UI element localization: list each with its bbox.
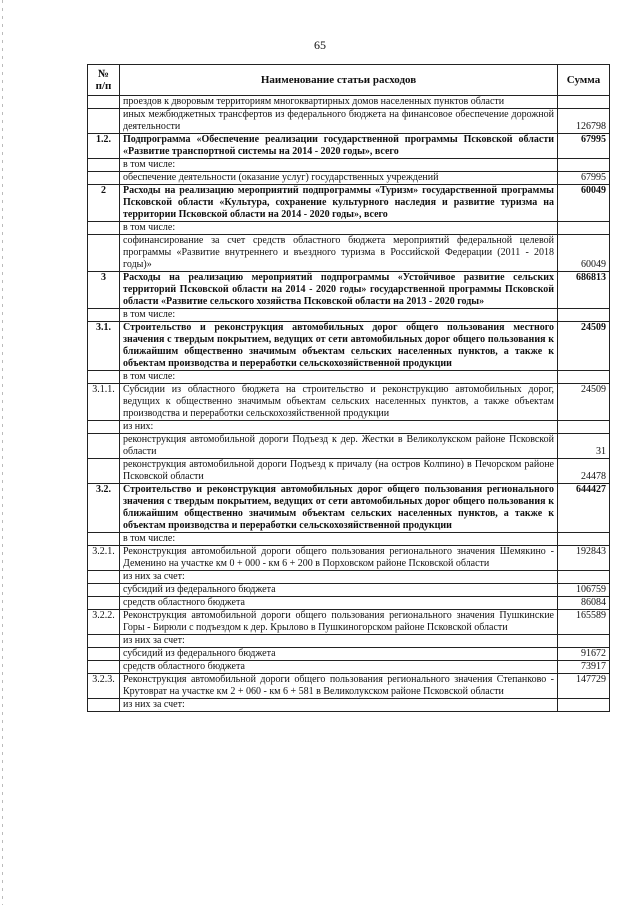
row-expense-name: Реконструкция автомобильной дороги общего пользования регионального значения Пушкинские Горы - Бирюли с подъездом к дер. Крылово в Пушкиногорском районе Псковской области [120,610,558,635]
row-number [88,434,120,459]
table-row [88,235,610,272]
row-expense-name: средств областного бюджета [120,597,558,610]
row-expense-name: софинансирование за счет средств областного бюджета мероприятий федеральной целевой программы «Развитие внутреннего и въездного туризма в Российской Федерации (2011 - 2018 годы)» [120,235,558,272]
row-amount: 147729 [558,674,610,699]
header-name: Наименование статьи расходов [120,65,558,96]
row-amount: 60049 [558,235,610,272]
row-number [88,96,120,109]
row-amount: 86084 [558,597,610,610]
row-amount [558,635,610,648]
row-expense-name: из них за счет: [120,635,558,648]
row-number: 2 [88,185,120,222]
table-row [88,484,610,533]
table-row [88,172,610,185]
header-sum: Сумма [558,65,610,96]
row-amount [558,699,610,712]
table-row [88,159,610,172]
row-number: 3.1. [88,322,120,371]
scan-edge [2,0,3,905]
row-amount [558,309,610,322]
table-row [88,384,610,421]
row-expense-name: субсидий из федерального бюджета [120,584,558,597]
table-row [88,272,610,309]
table-row [88,699,610,712]
row-number: 3.2. [88,484,120,533]
row-expense-name: обеспечение деятельности (оказание услуг) государственных учреждений [120,172,558,185]
table-row [88,533,610,546]
table-header-row [88,65,610,96]
row-number [88,648,120,661]
table-body [88,96,610,712]
table-row [88,96,610,109]
table-row [88,597,610,610]
row-expense-name: Реконструкция автомобильной дороги общего пользования регионального значения Степанково - Крутоврат на участке км 2 + 060 - км 6 + 581 в Великолукском районе Псковской области [120,674,558,699]
row-expense-name: Расходы на реализацию мероприятий подпрограммы «Туризм» государственной программы Псковской области «Культура, сохранение культурного наследия и развитие туризма на территории Псковской области на 2014 - 2020 годы», всего [120,185,558,222]
row-amount: 192843 [558,546,610,571]
table-row [88,309,610,322]
row-expense-name: иных межбюджетных трансфертов из федерального бюджета на финансовое обеспечение дорожной деятельности [120,109,558,134]
row-number [88,309,120,322]
row-number: 3.2.3. [88,674,120,699]
row-number [88,159,120,172]
row-number: 1.2. [88,134,120,159]
row-expense-name: из них: [120,421,558,434]
table-row [88,222,610,235]
row-expense-name: из них за счет: [120,571,558,584]
row-expense-name: субсидий из федерального бюджета [120,648,558,661]
table-row [88,635,610,648]
header-num [88,65,120,96]
row-expense-name: в том числе: [120,309,558,322]
row-number [88,597,120,610]
row-amount [558,159,610,172]
row-number [88,421,120,434]
row-expense-name: реконструкция автомобильной дороги Подъезд к дер. Жестки в Великолукском районе Псковской области [120,434,558,459]
row-number [88,109,120,134]
expenses-table [87,64,610,712]
row-amount: 106759 [558,584,610,597]
row-number [88,571,120,584]
row-expense-name: Подпрограмма «Обеспечение реализации государственной программы Псковской области «Развитие транспортной системы на 2014 - 2020 годы», всего [120,134,558,159]
table-row [88,610,610,635]
row-amount: 73917 [558,661,610,674]
row-amount: 644427 [558,484,610,533]
row-expense-name: Строительство и реконструкция автомобильных дорог общего пользования местного значения с твердым покрытием, ведущих от сети автомобильных дорог общего пользования к ближайшим общественно значимым объектам сельских населенных пунктов, а также к объектам производства и переработки сельскохозяйственной продукции [120,322,558,371]
table-row [88,661,610,674]
table-row [88,134,610,159]
row-amount: 67995 [558,172,610,185]
table-row [88,546,610,571]
header-num-label: № п/п [95,68,112,92]
row-amount: 31 [558,434,610,459]
row-expense-name: из них за счет: [120,699,558,712]
page-number: 65 [314,38,326,52]
row-amount [558,371,610,384]
table-row [88,371,610,384]
row-expense-name: Реконструкция автомобильной дороги общего пользования регионального значения Шемякино - Деменино на участке км 0 + 000 - км 6 + 200 в Порховском районе Псковской области [120,546,558,571]
table-row [88,459,610,484]
row-number [88,699,120,712]
row-expense-name: средств областного бюджета [120,661,558,674]
row-expense-name: Субсидии из областного бюджета на строительство и реконструкцию автомобильных дорог, ведущих к общественно значимым объектам сельских населенных пунктов, а также объектам производства и переработки сельскохозяйственной продукции [120,384,558,421]
row-number [88,533,120,546]
row-amount: 67995 [558,134,610,159]
row-expense-name: Расходы на реализацию мероприятий подпрограммы «Устойчивое развитие сельских территорий Псковской области на 2014 - 2020 годы» государственной программы Псковской области «Развитие сельского хозяйства Псковской области на 2013 - 2020 годы» [120,272,558,309]
row-amount: 126798 [558,109,610,134]
row-amount [558,533,610,546]
row-number: 3.2.1. [88,546,120,571]
table-row [88,421,610,434]
row-expense-name: Строительство и реконструкция автомобильных дорог общего пользования регионального значения с твердым покрытием, ведущих от сети автомобильных дорог общего пользования к ближайшим общественно значимым объектам сельских населенных пунктов, а также к объектам производства и переработки сельскохозяйственной продукции [120,484,558,533]
row-number [88,635,120,648]
row-amount: 686813 [558,272,610,309]
row-expense-name: в том числе: [120,222,558,235]
table-row [88,674,610,699]
row-expense-name: в том числе: [120,533,558,546]
row-number: 3.2.2. [88,610,120,635]
row-amount: 24509 [558,384,610,421]
row-number: 3 [88,272,120,309]
row-number [88,371,120,384]
table-row [88,434,610,459]
row-number [88,222,120,235]
row-expense-name: реконструкция автомобильной дороги Подъезд к причалу (на остров Колпино) в Печорском районе Псковской области [120,459,558,484]
row-amount: 60049 [558,185,610,222]
row-amount: 24478 [558,459,610,484]
table-row [88,584,610,597]
table-row [88,322,610,371]
row-number [88,172,120,185]
row-expense-name: в том числе: [120,371,558,384]
row-amount: 165589 [558,610,610,635]
row-amount: 24509 [558,322,610,371]
table-row [88,109,610,134]
row-expense-name: в том числе: [120,159,558,172]
row-amount [558,222,610,235]
row-number: 3.1.1. [88,384,120,421]
row-number [88,459,120,484]
table-row [88,571,610,584]
row-amount [558,421,610,434]
row-amount [558,96,610,109]
row-number [88,235,120,272]
row-number [88,661,120,674]
row-amount [558,571,610,584]
table-row [88,648,610,661]
row-number [88,584,120,597]
table-row [88,185,610,222]
row-expense-name: проездов к дворовым территориям многоквартирных домов населенных пунктов области [120,96,558,109]
row-amount: 91672 [558,648,610,661]
